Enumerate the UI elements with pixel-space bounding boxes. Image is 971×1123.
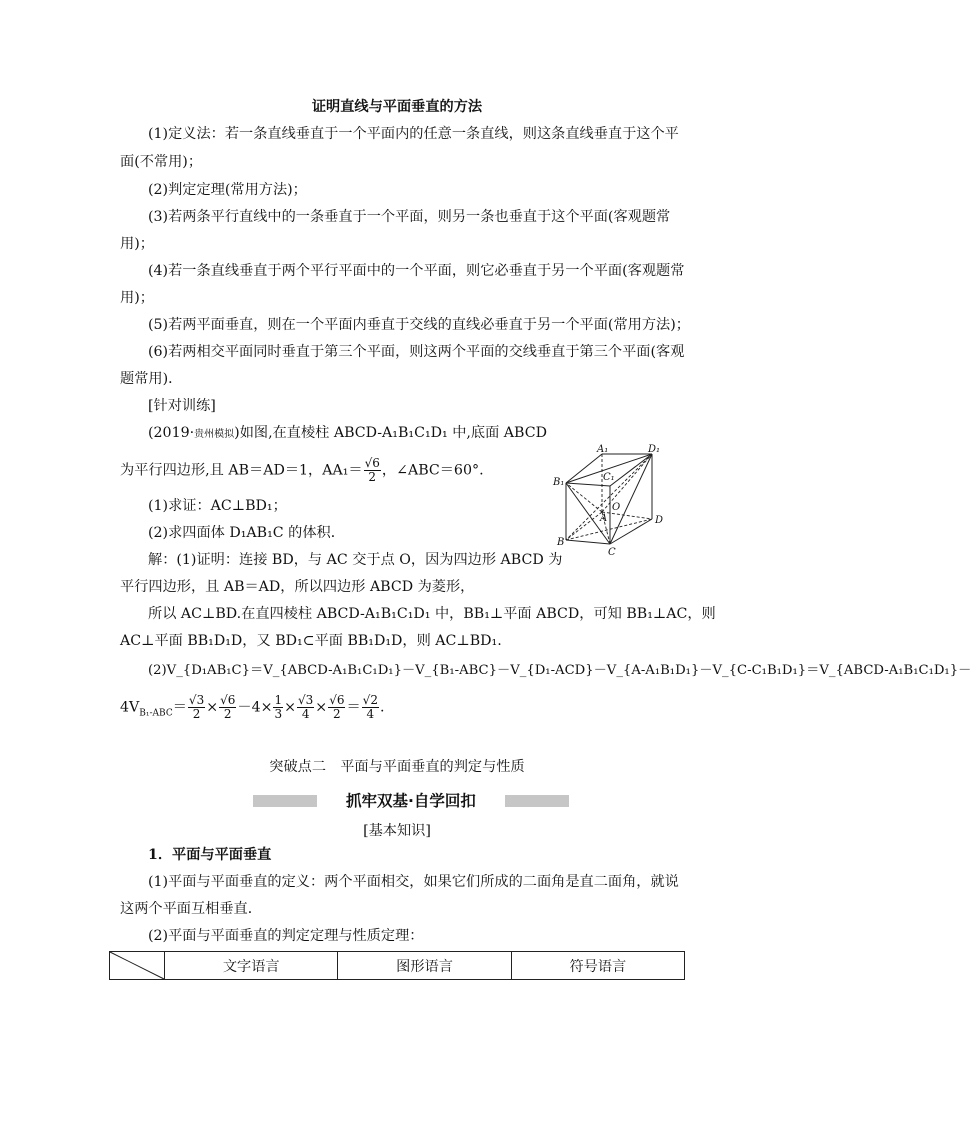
numerator: √6: [364, 456, 380, 470]
method-4-line2: 用)；: [120, 290, 154, 306]
theorem-line: (2)平面与平面垂直的判定定理与性质定理：: [148, 928, 424, 944]
minus-four: －4×: [237, 699, 273, 716]
problem-stem-line2: [120, 457, 484, 484]
edge-b-c: [566, 540, 610, 544]
solution-line3: 所以 AC⊥BD.在直四棱柱 ABCD-A₁B₁C₁D₁ 中，BB₁⊥平面 ABCD，可知 BB₁⊥AC，则: [148, 606, 716, 622]
numerator: √6: [220, 693, 236, 707]
numerator: √3: [298, 693, 314, 707]
table-header-row: [110, 952, 685, 980]
problem-source: (2019·: [148, 425, 195, 441]
solution-line5: (2)V_{D₁AB₁C}＝V_{ABCD-A₁B₁C₁D₁}－V_{B₁-ABC}－V_{D₁-ACD}－V_{A-A₁B₁D₁}－V_{C-C₁B₁D₁}＝V_{ABCD-A₁B₁C₁D₁}－: [148, 663, 971, 678]
times: ×: [284, 699, 297, 716]
method-2: (2)判定定理(常用方法)；: [148, 182, 307, 198]
problem-stem-line1: [148, 423, 547, 445]
method-1-line2: 面(不常用)；: [120, 154, 203, 170]
problem-source-region: 贵州模拟: [194, 429, 235, 440]
method-4-line1: (4)若一条直线垂直于两个平行平面中的一个平面，则它必垂直于另一个平面(客观题常: [148, 263, 685, 279]
method-5: (5)若两平面垂直，则在一个平面内垂直于交线的直线必垂直于另一个平面(常用方法)；: [148, 317, 690, 333]
fraction-sqrt6-over-2-c: [328, 694, 345, 721]
label-o: O: [612, 502, 621, 513]
problem-stem-c: ，∠ABC＝60°.: [381, 462, 484, 479]
method-6-line2: 题常用)．: [120, 371, 183, 387]
fraction-sqrt6-over-2: [364, 457, 381, 484]
table-header-symbol: 符号语言: [511, 952, 684, 980]
label-b: B: [557, 537, 565, 548]
theorem-table: [109, 951, 685, 980]
label-c1: C₁: [603, 472, 615, 483]
diagonal-line: [110, 952, 164, 979]
label-c: C: [608, 547, 616, 558]
method-3-line2: 用)；: [120, 236, 154, 252]
hidden-edge-b-d: [566, 519, 652, 540]
volume-subscript: B₁-ABC: [139, 708, 173, 719]
solution-line2: 平行四边形，且 AB＝AD，所以四边形 ABCD 为菱形，: [120, 579, 475, 595]
section-2-title: 突破点二 平面与平面垂直的判定与性质: [269, 759, 525, 775]
denominator: 4: [301, 707, 310, 721]
problem-stem-b: 为平行四边形,且 AB＝AD＝1，AA₁＝: [120, 462, 363, 479]
question-1: (1)求证：AC⊥BD₁；: [148, 498, 287, 514]
equals: ＝: [346, 699, 361, 716]
banner-bar-left: [253, 795, 317, 807]
label-a1: A₁: [597, 444, 609, 455]
fraction-1-over-3: [273, 694, 283, 721]
prism-figure: [548, 444, 670, 560]
method-1-line1: (1)定义法：若一条直线垂直于一个平面内的任意一条直线，则这条直线垂直于这个平: [148, 126, 679, 142]
equals: ＝: [172, 699, 187, 716]
section-banner: [253, 790, 569, 812]
solution-line1: 解：(1)证明：连接 BD，与 AC 交于点 O，因为四边形 ABCD 为: [148, 552, 563, 568]
banner-text: 抓牢双基·自学回扣: [346, 792, 476, 810]
numerator: √6: [329, 693, 345, 707]
section-title: 证明直线与平面垂直的方法: [311, 99, 483, 115]
denominator: 4: [366, 707, 375, 721]
denominator: 2: [192, 707, 201, 721]
denominator: 2: [333, 707, 341, 721]
solution-line6: [120, 694, 384, 721]
edge-b1-c1: [566, 483, 610, 486]
label-b1: B₁: [553, 477, 565, 488]
method-3-line1: (3)若两条平行直线中的一条垂直于一个平面，则另一条也垂直于这个平面(客观题常: [148, 209, 671, 225]
times: ×: [315, 699, 328, 716]
table-header-text: 文字语言: [165, 952, 338, 980]
label-d: D: [655, 515, 664, 526]
definition-line1: (1)平面与平面垂直的定义：两个平面相交，如果它们所成的二面角是直二面角，就说: [148, 874, 679, 890]
label-a: A: [600, 513, 608, 524]
banner-bar-right: [505, 795, 569, 807]
item-1-title: 1．平面与平面垂直: [148, 847, 272, 863]
fraction-sqrt3-over-2: [188, 694, 205, 721]
method-6-line1: (6)若两相交平面同时垂直于第三个平面，则这两个平面的交线垂直于第三个平面(客观: [148, 344, 685, 360]
fraction-sqrt6-over-2-b: [219, 694, 236, 721]
definition-line2: 这两个平面互相垂直．: [120, 901, 262, 917]
period: .: [379, 699, 385, 716]
fraction-sqrt2-over-4: [362, 694, 379, 721]
numerator: 1: [274, 693, 283, 707]
times: ×: [206, 699, 219, 716]
fraction-sqrt3-over-4: [297, 694, 314, 721]
denominator: 2: [223, 707, 232, 721]
question-2: (2)求四面体 D₁AB₁C 的体积．: [148, 525, 345, 541]
numerator: √3: [188, 693, 205, 707]
label-d1: D₁: [648, 444, 661, 455]
table-header-figure: 图形语言: [338, 952, 511, 980]
edge-d1-c: [610, 454, 652, 544]
solution-line4: AC⊥平面 BB₁D₁D，又 BD₁⊂平面 BB₁D₁D，则 AC⊥BD₁.: [120, 633, 502, 649]
table-corner-cell: [110, 952, 165, 980]
denominator: 2: [368, 470, 377, 484]
volume-symbol: 4V: [120, 699, 140, 716]
problem-stem-a: )如图,在直棱柱 ABCD-A₁B₁C₁D₁ 中,底面 ABCD: [234, 425, 547, 441]
denominator: 3: [274, 707, 283, 721]
edge-c1-d1: [610, 454, 652, 486]
numerator: √2: [362, 693, 378, 707]
training-label: [针对训练]: [148, 398, 216, 414]
basic-knowledge-label: [基本知识]: [363, 823, 431, 839]
edge-a1-b1: [566, 454, 602, 483]
